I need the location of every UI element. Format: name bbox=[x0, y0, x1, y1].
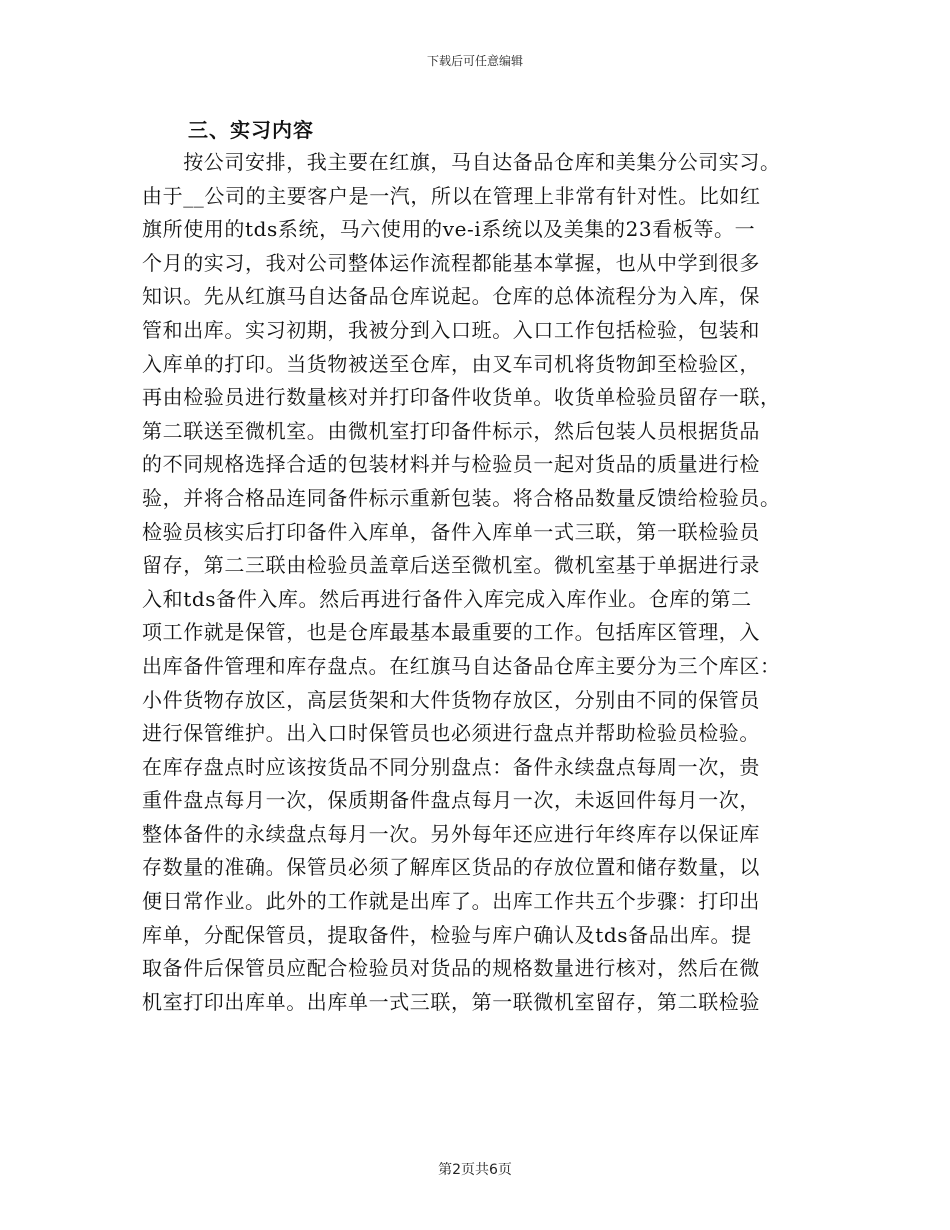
paragraph-line: 重件盘点每月一次，保质期备件盘点每月一次，未返回件每月一次， bbox=[142, 788, 760, 813]
section-title: 三、实习内容 bbox=[188, 118, 314, 142]
paragraph-line: 进行保管维护。出入口时保管员也必须进行盘点并帮助检验员检验。 bbox=[142, 721, 760, 746]
paragraph-line: 入库单的打印。当货物被送至仓库，由叉车司机将货物卸至检验区， bbox=[142, 351, 760, 376]
page-header-note: 下载后可任意编辑 bbox=[426, 54, 523, 68]
paragraph-line: 检验员核实后打印备件入库单，备件入库单一式三联，第一联检验员 bbox=[142, 519, 760, 544]
body-paragraph bbox=[142, 146, 814, 1019]
paragraph-line: 个月的实习，我对公司整体运作流程都能基本掌握，也从中学到很多 bbox=[142, 250, 760, 275]
paragraph-line: 按公司安排，我主要在红旗，马自达备品仓库和美集分公司实习。 bbox=[142, 150, 781, 174]
paragraph-line: 旗所使用的tds系统，马六使用的ve-i系统以及美集的23看板等。一 bbox=[142, 217, 756, 242]
paragraph-line: 机室打印出库单。出库单一式三联，第一联微机室留存，第二联检验 bbox=[142, 989, 760, 1014]
paragraph-line: 取备件后保管员应配合检验员对货品的规格数量进行核对，然后在微 bbox=[142, 956, 760, 981]
paragraph-line: 由于__公司的主要客户是一汽，所以在管理上非常有针对性。比如红 bbox=[142, 183, 761, 208]
paragraph-line: 留存，第二三联由检验员盖章后送至微机室。微机室基于单据进行录 bbox=[142, 553, 760, 578]
paragraph-line: 知识。先从红旗马自达备品仓库说起。仓库的总体流程分为入库，保 bbox=[142, 284, 760, 309]
paragraph-line: 便日常作业。此外的工作就是出库了。出库工作共五个步骤：打印出 bbox=[142, 889, 760, 914]
paragraph-line: 验，并将合格品连同备件标示重新包装。将合格品数量反馈给检验员。 bbox=[142, 485, 781, 510]
paragraph-line: 出库备件管理和库存盘点。在红旗马自达备品仓库主要分为三个库区： bbox=[142, 653, 781, 678]
paragraph-line: 第二联送至微机室。由微机室打印备件标示，然后包装人员根据货品 bbox=[142, 418, 760, 443]
paragraph-line: 整体备件的永续盘点每月一次。另外每年还应进行年终库存以保证库 bbox=[142, 821, 760, 846]
paragraph-line: 小件货物存放区，高层货架和大件货物存放区，分别由不同的保管员 bbox=[142, 687, 760, 712]
paragraph-line: 入和tds备件入库。然后再进行备件入库完成入库作业。仓库的第二 bbox=[142, 586, 752, 611]
paragraph-line: 存数量的准确。保管员必须了解库区货品的存放位置和储存数量，以 bbox=[142, 855, 760, 880]
page-number: 第2页共6页 bbox=[438, 1162, 512, 1178]
paragraph-line: 的不同规格选择合适的包装材料并与检验员一起对货品的质量进行检 bbox=[142, 452, 760, 477]
paragraph-line: 在库存盘点时应该按货品不同分别盘点：备件永续盘点每周一次，贵 bbox=[142, 754, 760, 779]
paragraph-line: 库单，分配保管员，提取备件，检验与库户确认及tds备品出库。提 bbox=[142, 922, 752, 947]
paragraph-line: 再由检验员进行数量核对并打印备件收货单。收货单检验员留存一联， bbox=[142, 385, 781, 410]
paragraph-line: 项工作就是保管，也是仓库最基本最重要的工作。包括库区管理，入 bbox=[142, 620, 760, 645]
paragraph-line: 管和出库。实习初期，我被分到入口班。入口工作包括检验，包装和 bbox=[142, 317, 760, 342]
